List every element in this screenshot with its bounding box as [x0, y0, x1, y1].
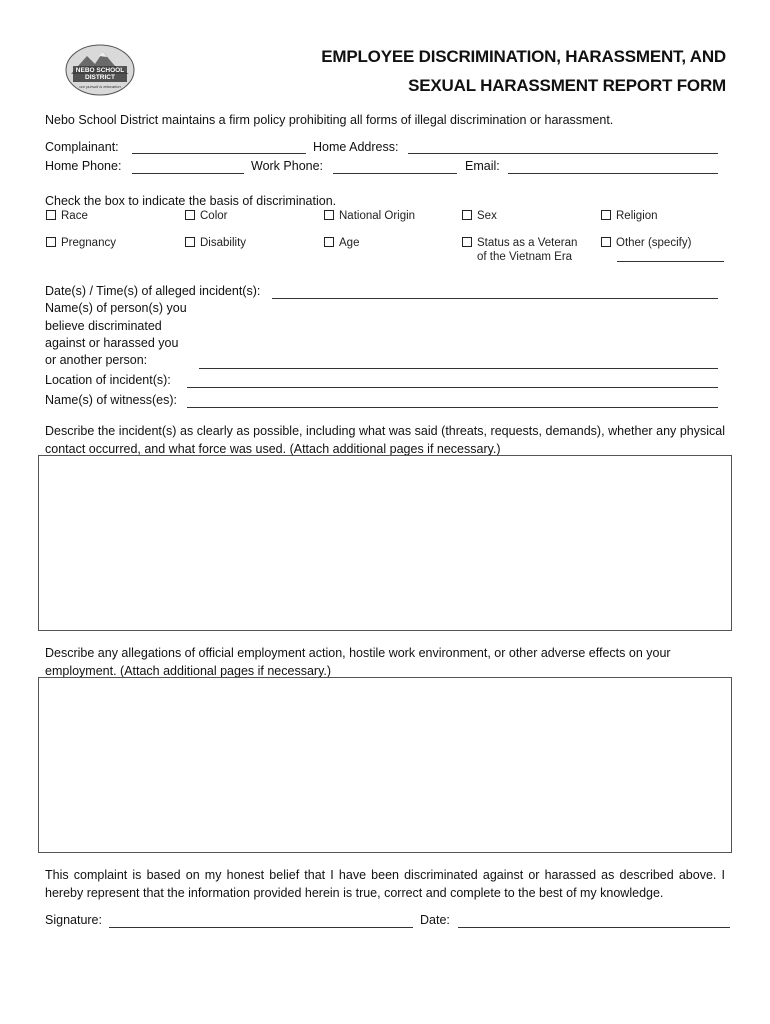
form-title-line2: SEXUAL HARASSMENT REPORT FORM [408, 76, 726, 95]
work-phone-label: Work Phone: [251, 159, 324, 173]
home-address-field[interactable] [408, 153, 718, 154]
home-phone-field[interactable] [132, 173, 244, 174]
describe-allegations-text: Describe any allegations of official employment action, hostile work environment, or other adverse effects on your employment. (Attach additional pages if necessary.) [45, 646, 671, 678]
label-pregnancy: Pregnancy [61, 237, 116, 249]
label-race: Race [61, 210, 88, 222]
location-label: Location of incident(s): [45, 373, 171, 387]
label-other: Other (specify) [616, 237, 692, 249]
names-label-l1: Name(s) of person(s) you [45, 301, 187, 315]
names-label-l3: against or harassed you [45, 336, 179, 350]
names-label-l2: believe discriminated [45, 319, 162, 333]
signature-field[interactable] [109, 927, 413, 928]
checkbox-age[interactable] [324, 237, 334, 247]
checkbox-race[interactable] [46, 210, 56, 220]
checkbox-veteran[interactable] [462, 237, 472, 247]
home-address-label: Home Address: [313, 140, 399, 154]
date-field[interactable] [458, 927, 730, 928]
witnesses-field[interactable] [187, 407, 718, 408]
intro-text: Nebo School District maintains a firm policy prohibiting all forms of illegal discrimination or harassment. [45, 113, 614, 127]
label-veteran-line2: of the Vietnam Era [477, 251, 573, 263]
basis-prompt: Check the box to indicate the basis of discrimination. [45, 194, 337, 208]
describe-allegations-box[interactable] [38, 677, 732, 853]
label-disability: Disability [200, 237, 247, 249]
logo-text: NEBO SCHOOL DISTRICT [75, 67, 125, 81]
label-age: Age [339, 237, 360, 249]
email-label: Email: [465, 159, 500, 173]
names-field[interactable] [199, 368, 718, 369]
label-sex: Sex [477, 210, 497, 222]
complainant-field[interactable] [132, 153, 306, 154]
label-color: Color [200, 210, 228, 222]
checkbox-religion[interactable] [601, 210, 611, 220]
date-label: Date: [420, 913, 450, 927]
label-national-origin: National Origin [339, 210, 416, 222]
form-title-line1: EMPLOYEE DISCRIMINATION, HARASSMENT, AND [321, 47, 726, 66]
label-veteran: Status as a Veteran [477, 237, 578, 249]
email-field[interactable] [508, 173, 718, 174]
checkbox-sex[interactable] [462, 210, 472, 220]
checkbox-pregnancy[interactable] [46, 237, 56, 247]
home-phone-label: Home Phone: [45, 159, 122, 173]
location-field[interactable] [187, 387, 718, 388]
work-phone-field[interactable] [333, 173, 457, 174]
checkbox-national-origin[interactable] [324, 210, 334, 220]
names-label-l4: or another person: [45, 353, 148, 367]
dates-label: Date(s) / Time(s) of alleged incident(s): [45, 284, 261, 298]
dates-field[interactable] [272, 298, 718, 299]
describe-incident-box[interactable] [38, 455, 732, 631]
complainant-label: Complainant: [45, 140, 119, 154]
label-religion: Religion [616, 210, 658, 222]
certification-text: This complaint is based on my honest belief that I have been discriminated against or harassed as described above. I hereby represent that the information provided herein is true, correct and complete to the best of my knowledge. [45, 868, 725, 900]
signature-label: Signature: [45, 913, 102, 927]
other-specify-field[interactable] [617, 261, 724, 262]
describe-incident-text: Describe the incident(s) as clearly as possible, including what was said (threats, requests, demands), whether any physical contact occurred, and what force was used. (Attach additional pages if necessary.) [45, 424, 725, 456]
witnesses-label: Name(s) of witness(es): [45, 393, 177, 407]
district-logo [65, 44, 135, 96]
checkbox-other[interactable] [601, 237, 611, 247]
checkbox-disability[interactable] [185, 237, 195, 247]
logo-tagline: our pursuit is education [79, 84, 121, 89]
checkbox-color[interactable] [185, 210, 195, 220]
